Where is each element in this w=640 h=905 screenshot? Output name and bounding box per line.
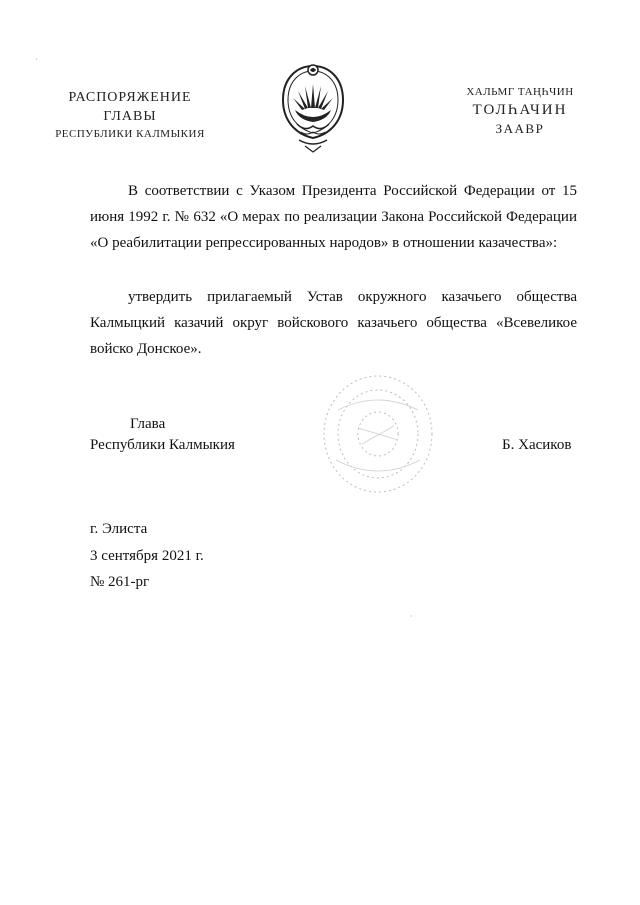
body-paragraph-1: В соответствии с Указом Президента Российской Федерации от 15 июня 1992 г. № 632 «О мерах по реализации Закона Российской Федерации «О реабилитации репрессированных народов» в отношении казачества»: — [90, 183, 577, 251]
coat-of-arms-emblem — [277, 62, 349, 156]
header-left-line1: РАСПОРЯЖЕНИЕ — [68, 90, 192, 105]
signature-title-line1: Глава — [130, 416, 166, 432]
footer-date: 3 сентября 2021 г. — [90, 548, 204, 564]
header-right — [440, 84, 600, 138]
body-paragraph-2: утвердить прилагаемый Устав окружного казачьего общества Калмыцкий казачий округ войскового казачьего общества «Всевеликое войско Донское». — [90, 289, 577, 357]
header-left-line2: ГЛАВЫ — [103, 109, 157, 124]
footer-city: г. Элиста — [90, 521, 148, 537]
header-left — [40, 88, 220, 142]
header-left-line3: РЕСПУБЛИКИ КАЛМЫКИЯ — [55, 128, 205, 140]
header-right-line3: ЗААВР — [495, 121, 545, 136]
footer-number: № 261-рг — [90, 574, 150, 590]
scan-mark: · — [35, 55, 38, 64]
scan-dot: · — [410, 612, 413, 621]
official-stamp — [318, 370, 438, 498]
signature-name: Б. Хасиков — [502, 437, 572, 453]
signature-title-line2: Республики Калмыкия — [90, 437, 235, 453]
header-right-line2: ТОЛҺАЧИН — [472, 102, 568, 118]
header-right-line1: ХАЛЬМГ ТАҢҺЧИН — [466, 86, 574, 98]
